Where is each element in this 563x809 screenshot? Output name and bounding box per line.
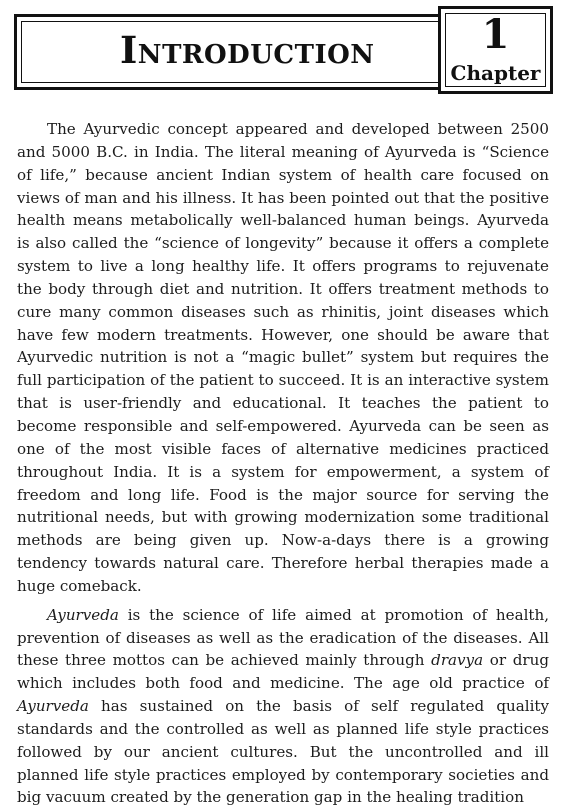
term-ayurveda-2: Ayurveda <box>17 697 89 716</box>
term-ayurveda: Ayurveda <box>47 605 119 624</box>
paragraph-2 <box>17 604 549 809</box>
paragraph-2-text-a: is the science of life aimed at promotion of health, prevention of diseases as well as the eradication of the diseases. All these three mottos can be achieved mainly through <box>17 605 549 670</box>
paragraph-1: The Ayurvedic concept appeared and developed between 2500 and 5000 B.C. in India. The literal meaning of Ayurveda is “Science of life,” because ancient Indian system of health care focused on views of man and his illness. It has been pointed out that the positive health means metabolically well-balanced human beings. Ayurveda is also called the “science of longevity” because it offers a complete system to live a long healthy life. It offers programs to rejuvenate the body through diet and nutrition. It offers treatment methods to cure many common diseases such as rhinitis, joint diseases which have few modern treatments. However, one should be aware that Ayurvedic nutrition is not a “magic bullet” system but requires the full participation of the patient to succeed. It is an interactive system that is user-friendly and educational. It teaches the patient to become responsible and self-empowered. Ayurveda can be seen as one of the most visible faces of alternative medicines practiced throughout India. It is a system for empowerment, a system of freedom and long life. Food is the major source for serving the nutritional needs, but with growing modernization some traditional methods are being given up. Now-a-days there is a growing tendency towards natural care. Therefore herbal therapies made a huge comeback. <box>17 120 549 595</box>
chapter-badge <box>438 6 553 94</box>
paragraph-2-text-c: has sustained on the basis of self regulated quality standards and the controlled as well as planned life style practices followed by our ancient cultures. But the uncontrolled and ill planned life style practices employed by contemporary societies and big vacuum created by the generation gap in the healing tradition <box>17 697 549 807</box>
chapter-number: 1 <box>481 11 510 58</box>
chapter-label: Chapter <box>450 61 541 85</box>
term-dravya: dravya <box>431 651 484 670</box>
body-text <box>17 118 549 809</box>
paragraph-2-text-b: or drug which includes both food and medicine. The age old practice of <box>17 651 549 693</box>
chapter-title: Introduction <box>120 28 375 72</box>
chapter-header <box>14 6 553 94</box>
